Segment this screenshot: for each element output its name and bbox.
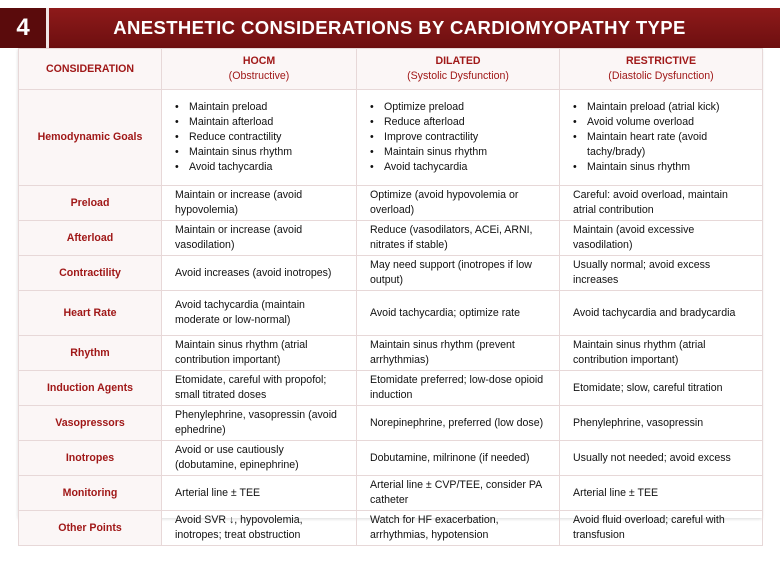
restrictive-cell: Maintain (avoid excessive vasodilation) bbox=[560, 221, 763, 256]
title-banner bbox=[0, 8, 780, 48]
table-row bbox=[19, 256, 763, 291]
hocm-cell: Avoid SVR ↓, hypovolemia, inotropes; treat obstruction bbox=[162, 511, 357, 546]
list-item: • Avoid volume overload bbox=[573, 115, 752, 130]
list-item: • Maintain afterload bbox=[175, 115, 346, 130]
list-item: • Optimize preload bbox=[370, 100, 549, 115]
hocm-cell: Etomidate, careful with propofol; small titrated doses bbox=[162, 371, 357, 406]
dilated-cell: Maintain sinus rhythm (prevent arrhythmias) bbox=[357, 336, 560, 371]
dilated-cell: Reduce (vasodilators, ACEi, ARNI, nitrates if stable) bbox=[357, 221, 560, 256]
restrictive-cell: Phenylephrine, vasopressin bbox=[560, 406, 763, 441]
table-row bbox=[19, 90, 763, 186]
table-row bbox=[19, 186, 763, 221]
restrictive-cell: Avoid tachycardia and bradycardia bbox=[560, 291, 763, 336]
list-item: • Maintain sinus rhythm bbox=[175, 145, 346, 160]
hocm-cell: Maintain or increase (avoid vasodilation) bbox=[162, 221, 357, 256]
hocm-cell: Maintain or increase (avoid hypovolemia) bbox=[162, 186, 357, 221]
row-label: Inotropes bbox=[19, 441, 162, 476]
list-item: • Reduce afterload bbox=[370, 115, 549, 130]
hocm-cell: Avoid or use cautiously (dobutamine, epinephrine) bbox=[162, 441, 357, 476]
restrictive-cell: Arterial line ± TEE bbox=[560, 476, 763, 511]
row-label: Induction Agents bbox=[19, 371, 162, 406]
row-label: Contractility bbox=[19, 256, 162, 291]
table-card bbox=[18, 48, 762, 541]
hocm-cell: Phenylephrine, vasopressin (avoid ephedrine) bbox=[162, 406, 357, 441]
list-item: • Avoid tachycardia bbox=[370, 160, 549, 175]
row-label: Vasopressors bbox=[19, 406, 162, 441]
row-label: Preload bbox=[19, 186, 162, 221]
page-title: ANESTHETIC CONSIDERATIONS BY CARDIOMYOPATHY TYPE bbox=[113, 17, 686, 38]
hocm-cell: Maintain sinus rhythm (atrial contribution important) bbox=[162, 336, 357, 371]
restrictive-cell: Maintain sinus rhythm (atrial contribution important) bbox=[560, 336, 763, 371]
restrictive-goals-cell bbox=[560, 90, 763, 186]
row-label: Hemodynamic Goals bbox=[19, 90, 162, 186]
table-row bbox=[19, 371, 763, 406]
dilated-cell: Dobutamine, milrinone (if needed) bbox=[357, 441, 560, 476]
hocm-cell: Arterial line ± TEE bbox=[162, 476, 357, 511]
dilated-cell: Arterial line ± CVP/TEE, consider PA catheter bbox=[357, 476, 560, 511]
table-row bbox=[19, 336, 763, 371]
dilated-cell: Norepinephrine, preferred (low dose) bbox=[357, 406, 560, 441]
row-label: Afterload bbox=[19, 221, 162, 256]
table-row bbox=[19, 221, 763, 256]
list-item: • Maintain preload (atrial kick) bbox=[573, 100, 752, 115]
dilated-cell: May need support (inotropes if low output) bbox=[357, 256, 560, 291]
row-label: Rhythm bbox=[19, 336, 162, 371]
row-label: Other Points bbox=[19, 511, 162, 546]
dilated-cell: Optimize (avoid hypovolemia or overload) bbox=[357, 186, 560, 221]
table-row bbox=[19, 406, 763, 441]
header-consideration: CONSIDERATION bbox=[19, 49, 162, 90]
table-row bbox=[19, 441, 763, 476]
header-row bbox=[19, 49, 763, 90]
list-item: • Maintain preload bbox=[175, 100, 346, 115]
header-restrictive: RESTRICTIVE (Diastolic Dysfunction) bbox=[560, 49, 763, 90]
hocm-cell: Avoid tachycardia (maintain moderate or low-normal) bbox=[162, 291, 357, 336]
table-row bbox=[19, 476, 763, 511]
row-label: Monitoring bbox=[19, 476, 162, 511]
list-item: • Maintain sinus rhythm bbox=[370, 145, 549, 160]
dilated-cell: Avoid tachycardia; optimize rate bbox=[357, 291, 560, 336]
table-row bbox=[19, 291, 763, 336]
list-item: • Improve contractility bbox=[370, 130, 549, 145]
hocm-goals-cell bbox=[162, 90, 357, 186]
dilated-cell: Etomidate preferred; low-dose opioid induction bbox=[357, 371, 560, 406]
restrictive-cell: Etomidate; slow, careful titration bbox=[560, 371, 763, 406]
hocm-cell: Avoid increases (avoid inotropes) bbox=[162, 256, 357, 291]
list-item: • Maintain heart rate (avoid tachy/brady) bbox=[573, 130, 752, 160]
list-item: • Avoid tachycardia bbox=[175, 160, 346, 175]
dilated-goals-cell bbox=[357, 90, 560, 186]
list-item: • Maintain sinus rhythm bbox=[573, 160, 752, 175]
list-item: • Reduce contractility bbox=[175, 130, 346, 145]
considerations-table bbox=[18, 48, 763, 546]
dilated-cell: Watch for HF exacerbation, arrhythmias, hypotension bbox=[357, 511, 560, 546]
row-label: Heart Rate bbox=[19, 291, 162, 336]
restrictive-cell: Careful: avoid overload, maintain atrial contribution bbox=[560, 186, 763, 221]
restrictive-cell: Usually not needed; avoid excess bbox=[560, 441, 763, 476]
header-hocm: HOCM (Obstructive) bbox=[162, 49, 357, 90]
restrictive-cell: Usually normal; avoid excess increases bbox=[560, 256, 763, 291]
header-dilated: DILATED (Systolic Dysfunction) bbox=[357, 49, 560, 90]
restrictive-cell: Avoid fluid overload; careful with transfusion bbox=[560, 511, 763, 546]
section-number-badge: 4 bbox=[0, 8, 49, 48]
table-row bbox=[19, 511, 763, 546]
